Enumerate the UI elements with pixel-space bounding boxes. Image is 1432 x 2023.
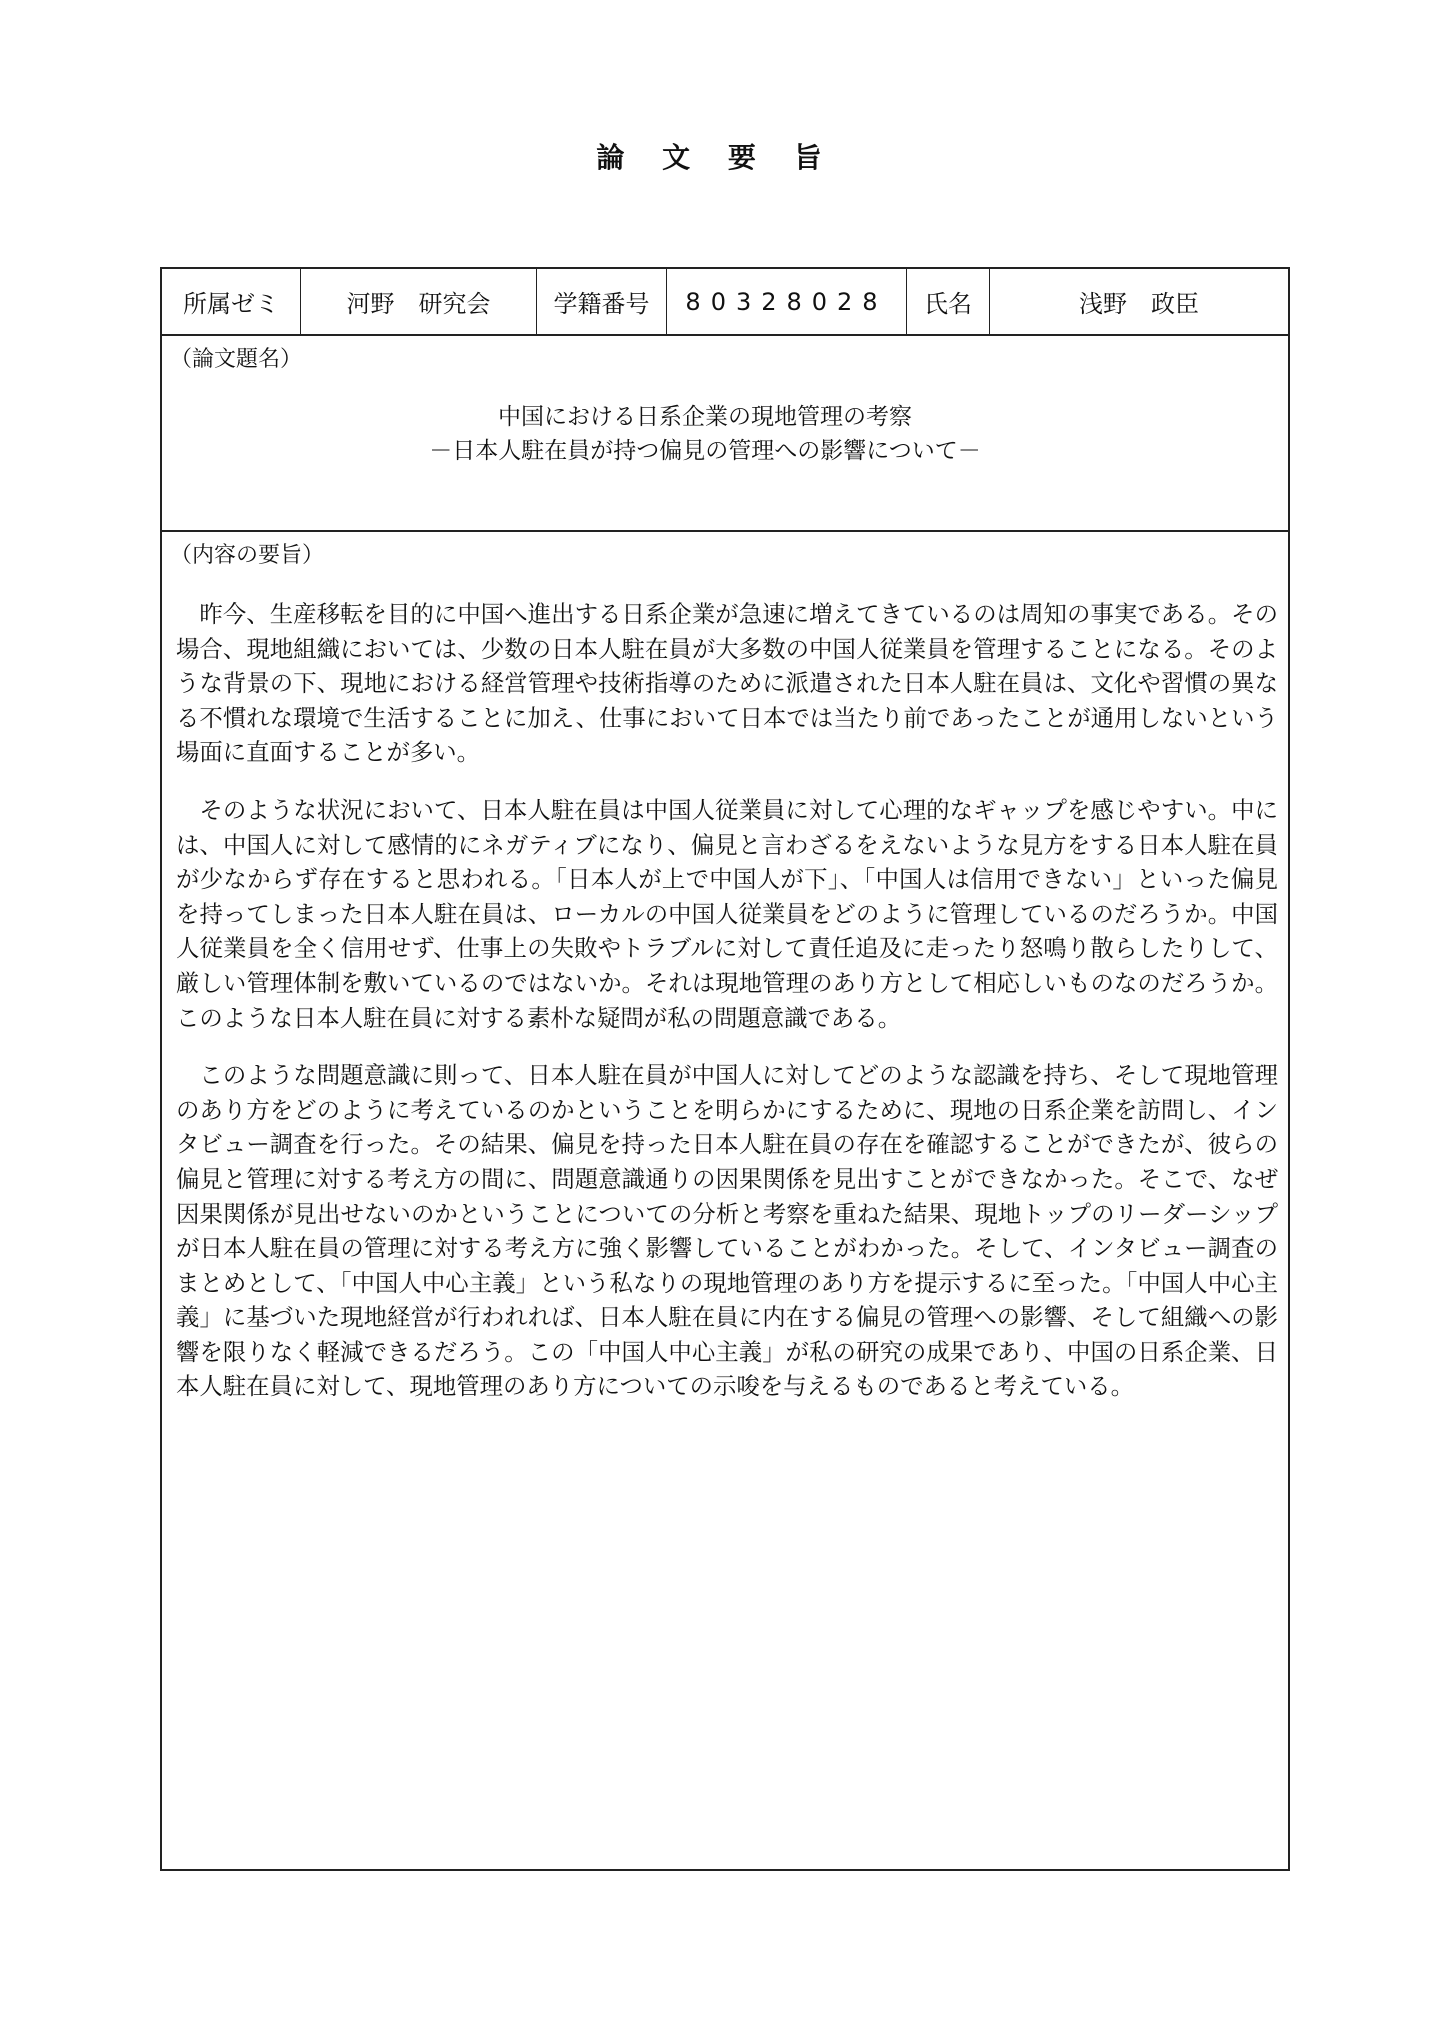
thesis-title-block bbox=[162, 400, 1288, 468]
header-row bbox=[162, 269, 1288, 336]
student-id-value: 80328028 bbox=[667, 269, 907, 334]
summary-paragraph: そのような状況において、日本人駐在員は中国人従業員に対して心理的なギャップを感じやすい。中には、中国人に対して感情的にネガティブになり、偏見と言わざるをえないような見方をする日本人駐在員が少なからず存在すると思われる。「日本人が上で中国人が下」、「中国人は信用できない」といった偏見を持ってしまった日本人駐在員は、ローカルの中国人従業員をどのように管理しているのだろうか。中国人従業員を全く信用せず、仕事上の失敗やトラブルに対して責任追及に走ったり怒鳴り散らしたりして、厳しい管理体制を敷いているのではないか。それは現地管理のあり方として相応しいものなのだろうか。このような日本人駐在員に対する素朴な疑問が私の問題意識である。 bbox=[176, 795, 1278, 1032]
name-label: 氏名 bbox=[907, 269, 990, 334]
seminar-value: 河野 研究会 bbox=[301, 269, 537, 334]
abstract-form bbox=[160, 267, 1290, 1871]
seminar-label: 所属ゼミ bbox=[162, 269, 301, 334]
summary-paragraph: 昨今、生産移転を目的に中国へ進出する日系企業が急速に増えてきているのは周知の事実である。その場合、現地組織においては、少数の日本人駐在員が大多数の中国人従業員を管理することになる。そのような背景の下、現地における経営管理や技術指導のために派遣された日本人駐在員は、文化や習慣の異なる不慣れな環境で生活することに加え、仕事において日本では当たり前であったことが通用しないという場面に直面することが多い。 bbox=[176, 600, 1278, 767]
thesis-title: 中国における日系企業の現地管理の考察 bbox=[498, 404, 912, 430]
summary-label: （内容の要旨） bbox=[170, 543, 325, 568]
thesis-title-section bbox=[162, 336, 1288, 532]
name-value: 浅野 政臣 bbox=[1079, 290, 1199, 318]
thesis-title-label: （論文題名） bbox=[170, 347, 303, 372]
document-title: 論 文 要 旨 bbox=[596, 141, 836, 174]
summary-section bbox=[162, 532, 1288, 1404]
summary-paragraph: このような問題意識に則って、日本人駐在員が中国人に対してどのような認識を持ち、そして現地管理のあり方をどのように考えているのかということを明らかにするために、現地の日系企業を訪問し、インタビュー調査を行った。その結果、偏見を持った日本人駐在員の存在を確認することができたが、彼らの偏見と管理に対する考え方の間に、問題意識通りの因果関係を見出すことができなかった。そこで、なぜ因果関係が見出せないのかということについての分析と考察を重ねた結果、現地トップのリーダーシップが日本人駐在員の管理に対する考え方に強く影響していることがわかった。そして、インタビュー調査のまとめとして、「中国人中心主義」という私なりの現地管理のあり方を提示するに至った。「中国人中心主義」に基づいた現地経営が行われれば、日本人駐在員に内在する偏見の管理への影響、そして組織への影響を限りなく軽減できるだろう。この「中国人中心主義」が私の研究の成果であり、中国の日系企業、日本人駐在員に対して、現地管理のあり方についての示唆を与えるものであると考えている。 bbox=[176, 1061, 1278, 1401]
thesis-subtitle: －日本人駐在員が持つ偏見の管理への影響について－ bbox=[429, 438, 981, 464]
summary-body bbox=[162, 569, 1288, 1404]
student-id-label: 学籍番号 bbox=[537, 269, 667, 334]
